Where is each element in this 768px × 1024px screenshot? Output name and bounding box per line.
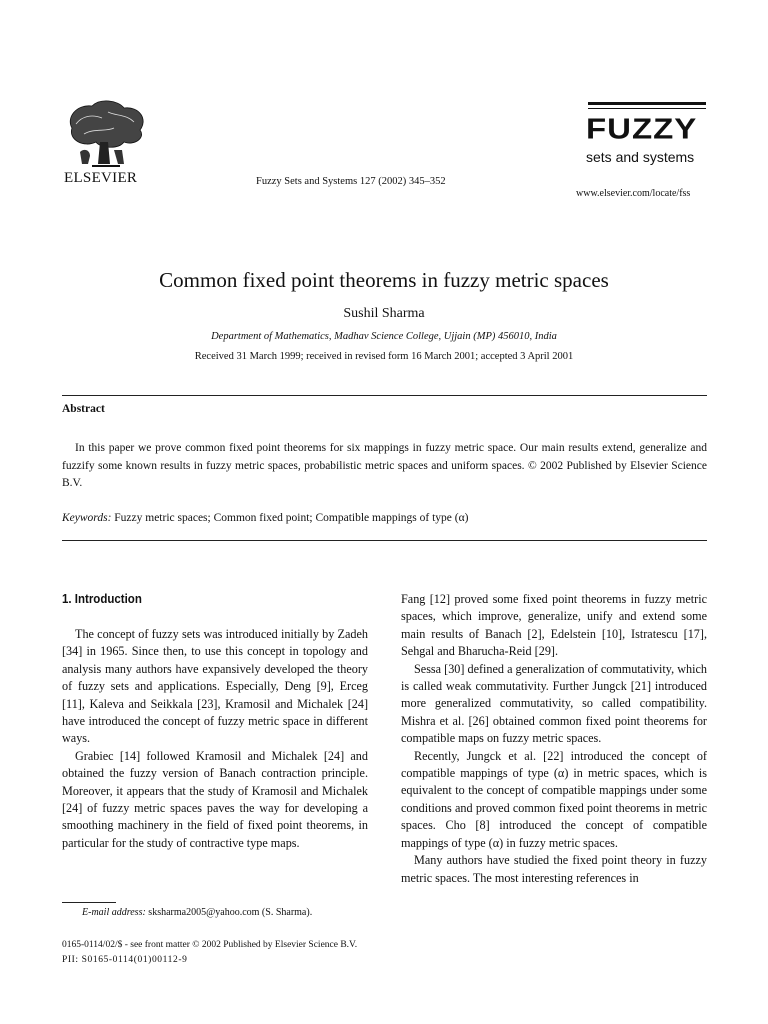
paragraph: The concept of fuzzy sets was introduced initially by Zadeh [34] in 1965. Since then, to use this concept in topology and analysis many authors have expansively developed the theory of fuzzy sets and applications. Especially, Deng [9], Erceg [11], Kaleva and Seikkala [23], Kramosil and Michalek [24] have introduced the concept of fuzzy metric space in different ways. xyxy=(62,627,368,746)
elsevier-tree-logo xyxy=(62,98,150,170)
tree-icon xyxy=(62,98,150,170)
abstract-top-rule xyxy=(62,395,707,396)
issn-line: 0165-0114/02/$ - see front matter © 2002 Published by Elsevier Science B.V. xyxy=(62,940,358,950)
footnote-email[interactable]: sksharma2005@yahoo.com (S. Sharma). xyxy=(148,907,313,918)
journal-logo-subtitle: sets and systems xyxy=(586,149,695,165)
journal-logo-rule xyxy=(588,102,706,105)
footnote xyxy=(82,907,312,918)
abstract-bottom-rule xyxy=(62,540,707,541)
abstract-text: In this paper we prove common fixed point theorems for six mappings in fuzzy metric space. Our main results extend, generalize and fuzzify some known results in fuzzy metric spaces, probabilistic metric spaces and uniform spaces. © 2002 Published by Elsevier Science B.V. xyxy=(62,442,707,489)
abstract-heading: Abstract xyxy=(62,403,105,415)
paragraph: Fang [12] proved some fixed point theorems in fuzzy metric spaces, which improve, generalize, unify and extend some main results of Banach [2], Edelstein [10], Istratescu [17], Sehgal and Bharucha-Reid [29]. xyxy=(401,592,707,659)
pii-line: PII: S0165-0114(01)00112-9 xyxy=(62,955,188,965)
publisher-name: ELSEVIER xyxy=(64,170,138,186)
paper-title: Common fixed point theorems in fuzzy metric spaces xyxy=(159,268,609,292)
journal-logo-rule-thin xyxy=(588,108,706,109)
paragraph: Sessa [30] defined a generalization of commutativity, which is called weak commutativity. Further Jungck [21] introduced more generalized commutativity, so called compatibility. Mishra et al. [26] obtained common fixed point theorems for compatible maps on fuzzy metric spaces. xyxy=(401,661,707,746)
keywords-label: Keywords: xyxy=(62,512,112,524)
author-affiliation: Department of Mathematics, Madhav Science College, Ujjain (MP) 456010, India xyxy=(211,331,557,342)
journal-url[interactable]: www.elsevier.com/locate/fss xyxy=(576,188,691,199)
left-column xyxy=(62,626,368,852)
right-column xyxy=(401,591,707,887)
paragraph: Grabiec [14] followed Kramosil and Michalek [24] and obtained the fuzzy version of Banach contraction principle. Moreover, it appears that the study of Kramosil and Michalek [24] of fuzzy metric spaces paves the way for developing a smoothing machinery in the field of fixed point theorems, in particular for the study of contractive type maps. xyxy=(62,748,368,850)
journal-logo-title: FUZZY xyxy=(586,112,698,145)
paragraph: Recently, Jungck et al. [22] introduced the concept of compatible mappings of type (α) in metric spaces, which is equivalent to the concept of compatible mappings under some conditions and proved common fixed point theorems in metric spaces. Cho [8] introduced the concept of compatible mappings of type (α) in fuzzy metric spaces. xyxy=(401,748,707,850)
journal-reference: Fuzzy Sets and Systems 127 (2002) 345–352 xyxy=(256,176,446,187)
keywords-line xyxy=(62,512,468,524)
keywords-list: Fuzzy metric spaces; Common fixed point; Compatible mappings of type (α) xyxy=(114,512,469,524)
section-heading-introduction: 1. Introduction xyxy=(62,592,142,606)
paragraph: Many authors have studied the fixed point theory in fuzzy metric spaces. The most interesting references in xyxy=(401,853,707,885)
author-name: Sushil Sharma xyxy=(343,306,425,321)
article-dates: Received 31 March 1999; received in revised form 16 March 2001; accepted 3 April 2001 xyxy=(194,351,574,362)
footnote-rule xyxy=(62,902,116,903)
footnote-label: E-mail address: xyxy=(82,907,146,918)
